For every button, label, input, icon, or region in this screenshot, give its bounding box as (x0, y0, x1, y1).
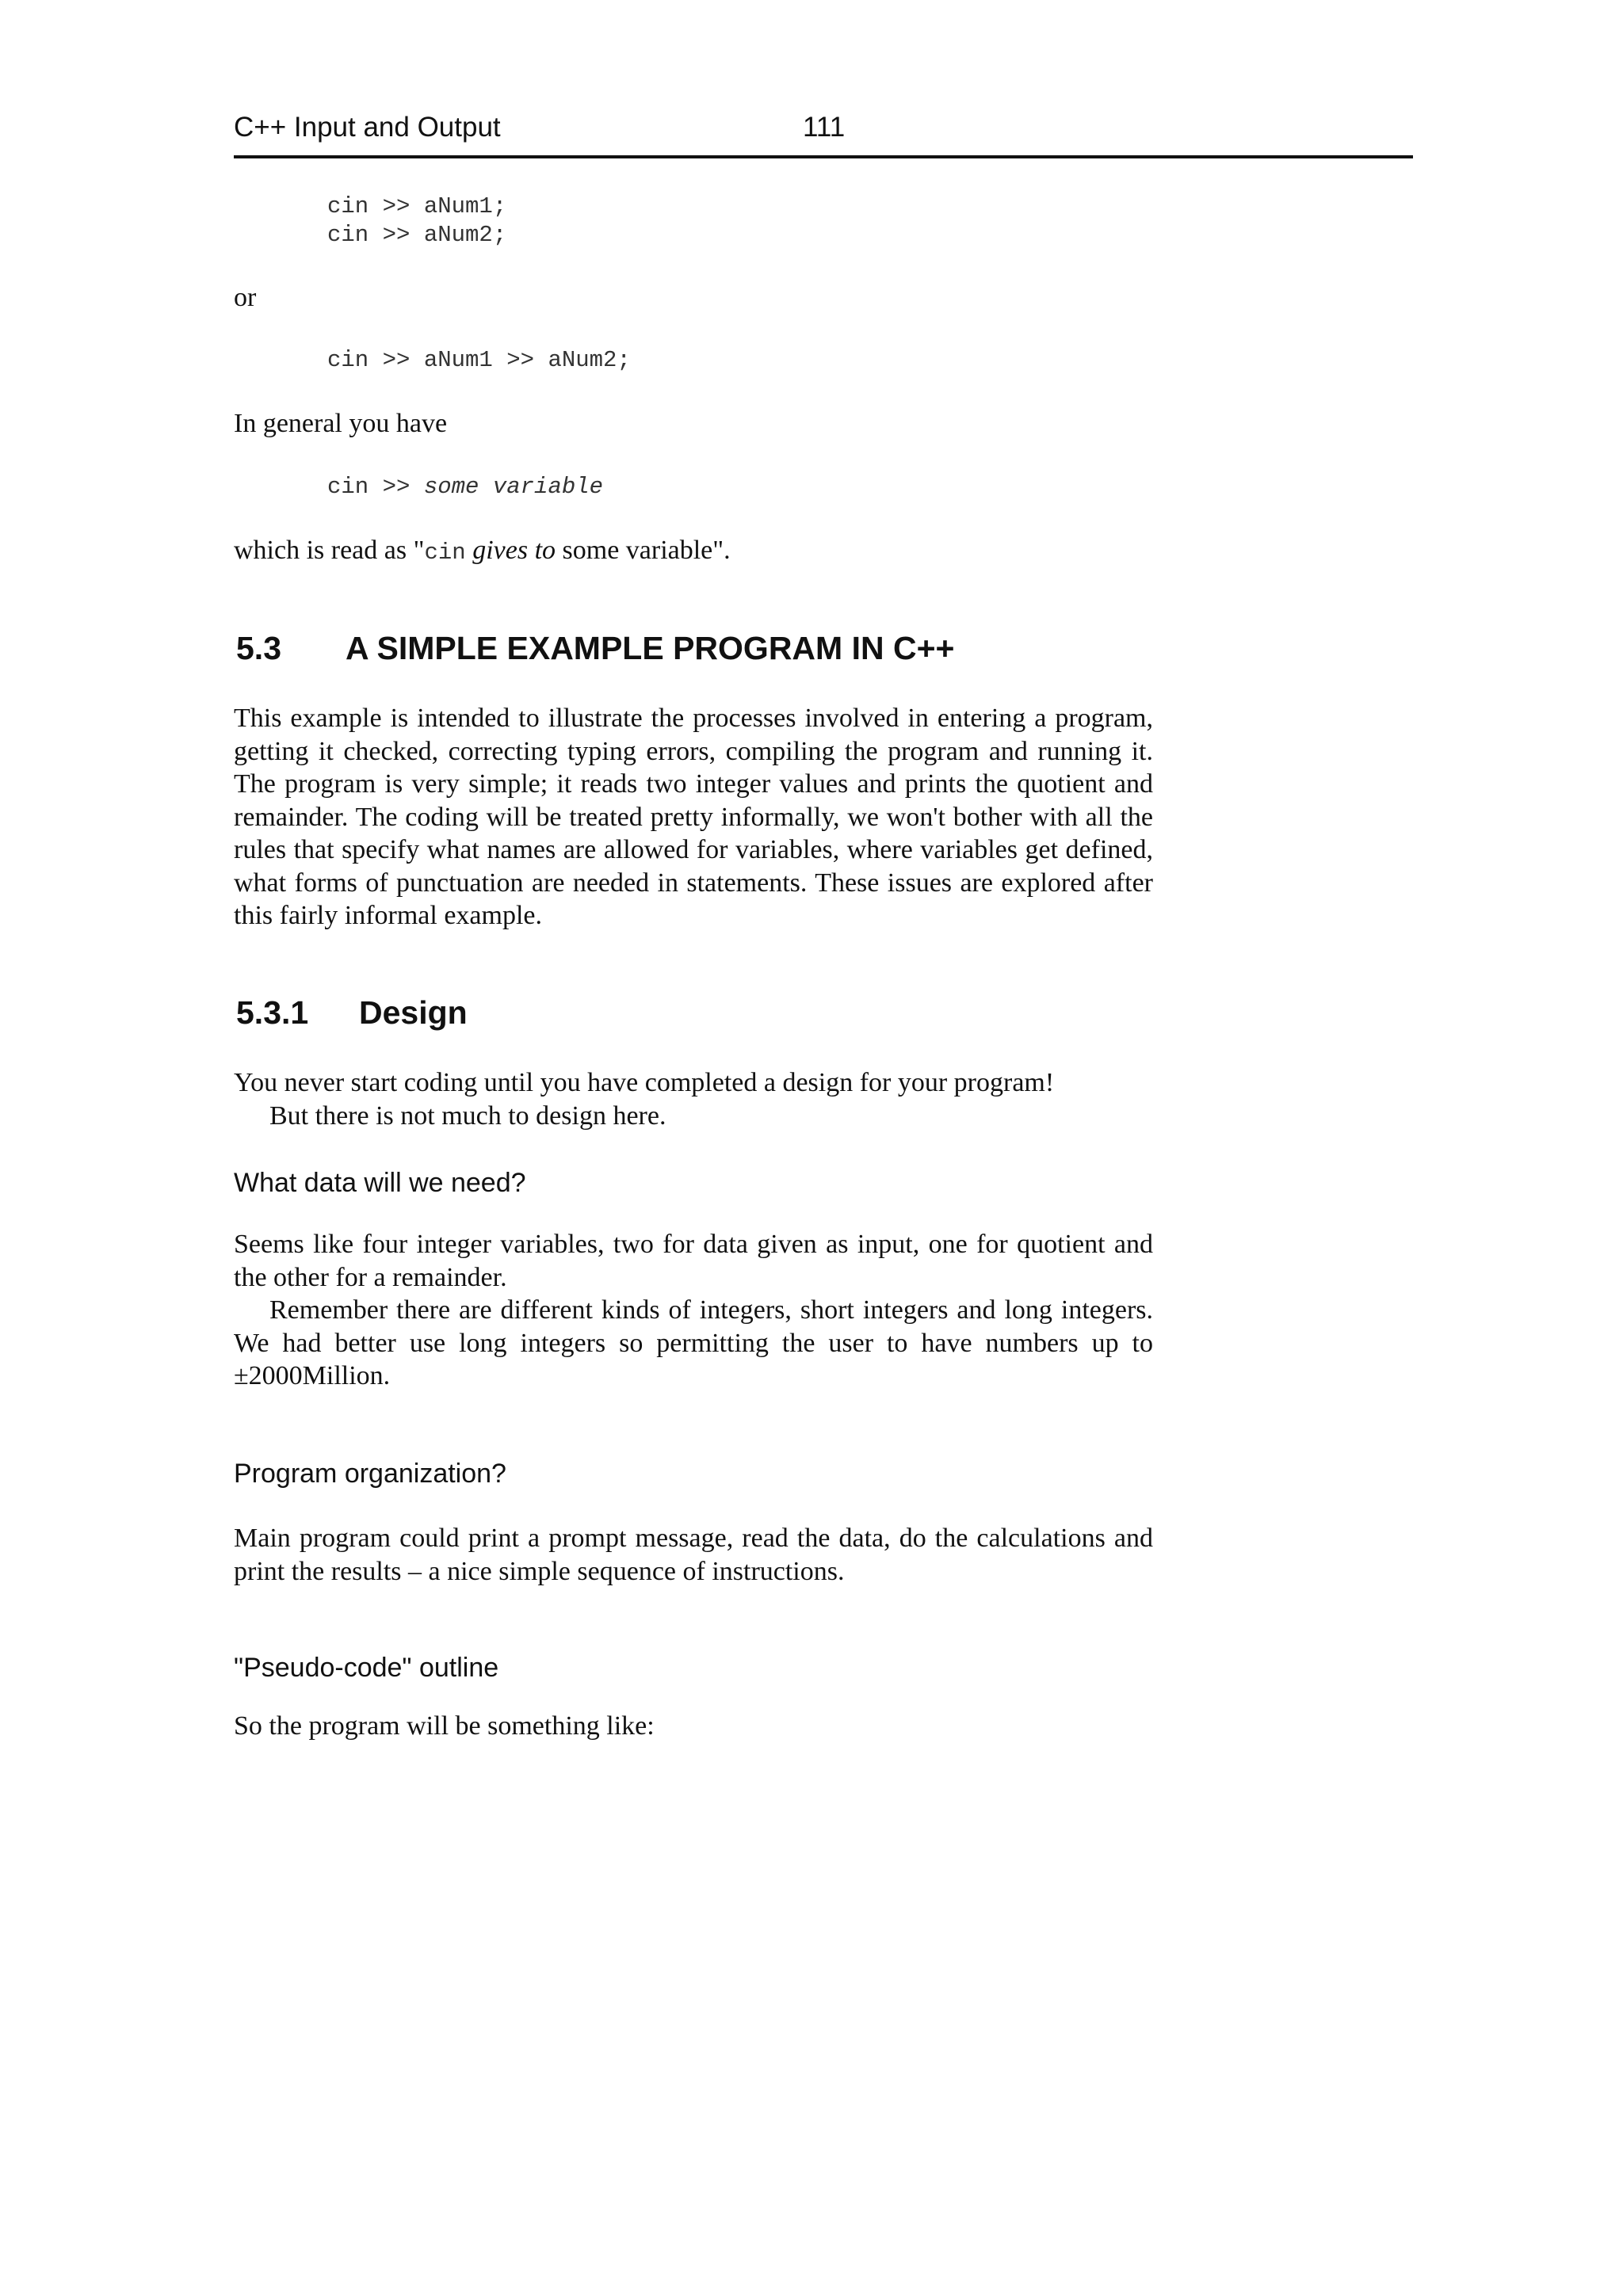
code-block-separate-reads (327, 193, 506, 250)
paragraph: You never start coding until you have completed a design for your program! (234, 1068, 1055, 1097)
code-line: cin >> aNum1; (327, 193, 507, 219)
read-as-before: which is read as " (234, 536, 425, 565)
code-placeholder: some variable (423, 474, 604, 500)
subheading-program-organization: Program organization? (234, 1459, 506, 1489)
text-in-general: In general you have (234, 409, 448, 438)
design-paragraphs (234, 1066, 1153, 1132)
section-title: Design (359, 994, 468, 1031)
running-header (234, 109, 1413, 158)
text-or: or (234, 283, 257, 312)
paragraph: Seems like four integer variables, two for data given as input, one for quotient and the other for a remainder. (234, 1230, 1153, 1292)
data-needed-paragraphs (234, 1228, 1153, 1393)
read-as-sentence (234, 534, 1153, 570)
code-block-chained-read (327, 346, 631, 375)
subheading-pseudo-code: "Pseudo-code" outline (234, 1653, 499, 1683)
read-as-emphasis: gives to (465, 536, 556, 565)
paragraph: Remember there are different kinds of integers, short integers and long integers. We had better use long integers so permitting the user to have numbers up to ±2000Million. (234, 1295, 1153, 1390)
section-heading-5-3 (236, 628, 954, 668)
inline-code-cin: cin (424, 540, 466, 566)
paragraph: So the program will be something like: (234, 1711, 655, 1741)
pseudo-code-paragraph (234, 1710, 1153, 1743)
section-title: A SIMPLE EXAMPLE PROGRAM IN C++ (346, 630, 955, 666)
section-number: 5.3 (236, 630, 281, 666)
subheading-data-needed: What data will we need? (234, 1168, 526, 1198)
page-number: 111 (803, 112, 846, 143)
paragraph: Main program could print a prompt message, read the data, do the calculations and print the results – a nice simple sequence of instructions. (234, 1524, 1153, 1586)
read-as-after: some variable". (556, 536, 731, 565)
program-organization-paragraph (234, 1522, 1153, 1588)
code-line: cin >> aNum2; (327, 222, 507, 248)
code-block-general-form (327, 473, 603, 502)
section-number: 5.3.1 (236, 994, 309, 1031)
header-title: C++ Input and Output (234, 112, 501, 143)
paragraph: But there is not much to design here. (269, 1100, 666, 1131)
section-5-3-paragraph (234, 702, 1153, 933)
paragraph: This example is intended to illustrate the processes involved in entering a program, getting it checked, correcting typing errors, compiling the program and running it. The program is very simple; it reads two integer values and prints the quotient and remainder. The coding will be treated pretty informally, we won't bother with all the rules that specify what names are allowed for variables, where variables get defined, what forms of punctuation are needed in statements. These issues are explored after this fairly informal example. (234, 704, 1153, 930)
section-heading-5-3-1 (236, 993, 468, 1032)
code-line: cin >> aNum1 >> aNum2; (327, 347, 631, 373)
code-prefix: cin >> (327, 474, 424, 500)
